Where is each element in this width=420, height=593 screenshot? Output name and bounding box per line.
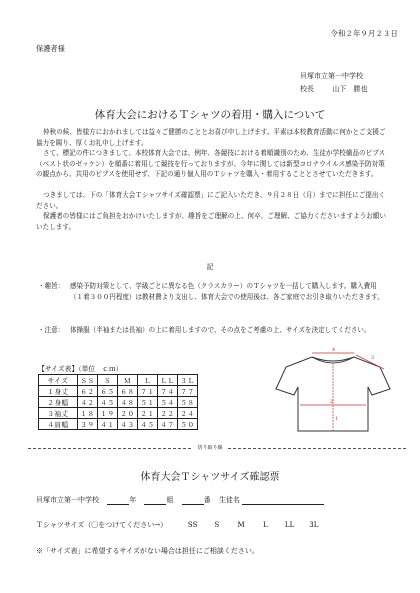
item-caution-head: ・注意： [38,326,65,334]
size-table-row [39,408,198,419]
form-student-row [36,495,324,505]
body-paragraph-1: 仲秋の候、皆様方におかれましては益々ご健勝のこととお喜び申し上げます。平素は本校教育活動に何かとご支援ご協力を賜り、厚くお礼申し上げます。 [36,128,386,147]
size-table-header-cell: Ｍ [118,375,138,386]
size-table-cell: ７１ [138,386,158,397]
size-table-cell: ４１ [98,419,118,430]
size-option-ll[interactable]: LL [284,521,295,529]
size-table-cell: ２０ [118,408,138,419]
measure-label-3: 3 [371,355,375,361]
size-table-header-row [39,375,198,386]
size-option-m[interactable]: M [237,521,245,529]
measure-label-1: 1 [335,416,339,422]
size-table-header-cell: ＬＬ [158,375,178,386]
size-table-cell: ５８ [178,397,198,408]
size-table-cell: ４２ [78,397,98,408]
letter-title: 体育大会におけるＴシャツの着用・購入について [94,109,326,121]
form-title: 体育大会Ｔシャツサイズ確認票 [140,472,280,483]
sender-school: 貝塚市立第一中学校 [300,72,363,80]
tshirt-diagram [272,345,394,437]
size-table-header-cell: Ｌ [138,375,158,386]
size-table-cell: １８ [78,408,98,419]
sender-principal [300,83,367,96]
size-option-3l[interactable]: 3L [309,521,319,529]
size-table-header-cell: ＳＳ [78,375,98,386]
size-table-row-label: ３袖丈 [39,408,78,419]
size-table-header-cell: Ｓ [98,375,118,386]
form-school: 貝塚市立第一中学校 [36,496,99,504]
form-year-label: 年 [129,496,137,504]
size-table-cell: ４７ [158,419,178,430]
sender-title: 校長 [300,85,314,93]
size-table-cell: ６５ [98,386,118,397]
year-field[interactable] [107,496,129,505]
size-table-cell: ５４ [158,397,178,408]
size-table-row [39,386,198,397]
size-table-cell: １９ [98,408,118,419]
form-note: ※「サイズ表」に希望するサイズがない場合は担任にご相談ください。 [36,547,259,555]
body-paragraph-4: 保護者の皆様にはご負担をおかけいたしますが、趣旨をご理解の上、何卒、ご理解、ご協力くださいますようお願いいたします。 [36,212,387,231]
form-size-prompt: Ｔシャツサイズ（〇をつけてください→） [36,521,168,529]
form-name-label: 生徒名 [218,496,240,504]
item-purpose [38,281,388,303]
class-field[interactable] [144,496,166,505]
sender-block [300,70,367,96]
form-number-label: 番 [203,496,211,504]
size-table-row [39,419,198,430]
size-table-row [39,397,198,408]
item-purpose-head: ・趣旨： [38,282,65,290]
measure-label-2: 2 [330,399,334,405]
item-caution-body: 体操服（半袖または長袖）の上に着用しますので、その点をご考慮の上、サイズを決定してください。 [70,326,371,334]
size-table-cell: ２２ [158,408,178,419]
size-option-ss[interactable]: SS [187,521,198,529]
size-table-row-label: ２身幅 [39,397,78,408]
sender-name: 山下 勝也 [332,85,368,93]
size-table-cell: ４３ [118,419,138,430]
measure-label-4: 4 [332,347,336,353]
body-paragraph-2: さて、標記の件につきまして、本校体育大会では、例年、各競技における着順識別のため、生徒が学校備品のビブス（ベスト状のゼッケン）を順番に着用して競技を行っておりますが、今年に関しては新型コロナウイルス感染予防対策の観点から、共用のビブスを使用せず、下記の通り個人用のＴシャツを購入・着用することとさせていただきます。 [36,149,386,179]
size-table-header-cell: ３Ｌ [178,375,198,386]
size-option-l[interactable]: L [263,521,268,529]
ki-heading: 記 [206,263,214,271]
size-table-caption: 【サイズ表】（単位 ｃｍ） [38,365,123,373]
size-option-s[interactable]: S [214,521,220,529]
size-table-cell: ３９ [78,419,98,430]
size-table-header-cell: サイズ [39,375,78,386]
student-name-field[interactable] [242,496,324,505]
letter-date: 令和２年９月２３日 [330,29,398,38]
size-table [38,374,198,430]
form-size-row [36,520,325,530]
size-table-cell: ７７ [178,386,198,397]
size-table-cell: ５０ [178,419,198,430]
addressee: 保護者様 [36,44,65,53]
form-class-label: 組 [166,496,174,504]
size-table-cell: ２４ [178,408,198,419]
item-purpose-body: 感染予防対策として、学級ごとに異なる色（クラスカラー）のＴシャツを一括して購入します。購入費用（１着３００円程度）は教材費より支出し、体育大会での使用後は、各ご家庭でお引き取りいただきます。 [70,282,384,301]
size-table-cell: ４５ [138,419,158,430]
size-table-row-label: ４肩幅 [39,419,78,430]
size-table-cell: ７４ [158,386,178,397]
item-caution [38,325,388,336]
size-table-row-label: １身丈 [39,386,78,397]
size-table-cell: ４５ [98,397,118,408]
body-paragraph-3: つきましては、下の「体育大会Ｔシャツサイズ確認票」にご記入いただき、９月２８日（月）までに担任にご提出ください。 [36,191,386,210]
size-table-cell: ６８ [118,386,138,397]
cut-line-label-wrap [0,444,420,451]
cut-line-label: 切り取り線 [192,445,227,451]
size-table-cell: ２１ [138,408,158,419]
size-table-cell: ６２ [78,386,98,397]
number-field[interactable] [182,496,204,505]
size-table-cell: ５１ [138,397,158,408]
size-table-cell: ４８ [118,397,138,408]
